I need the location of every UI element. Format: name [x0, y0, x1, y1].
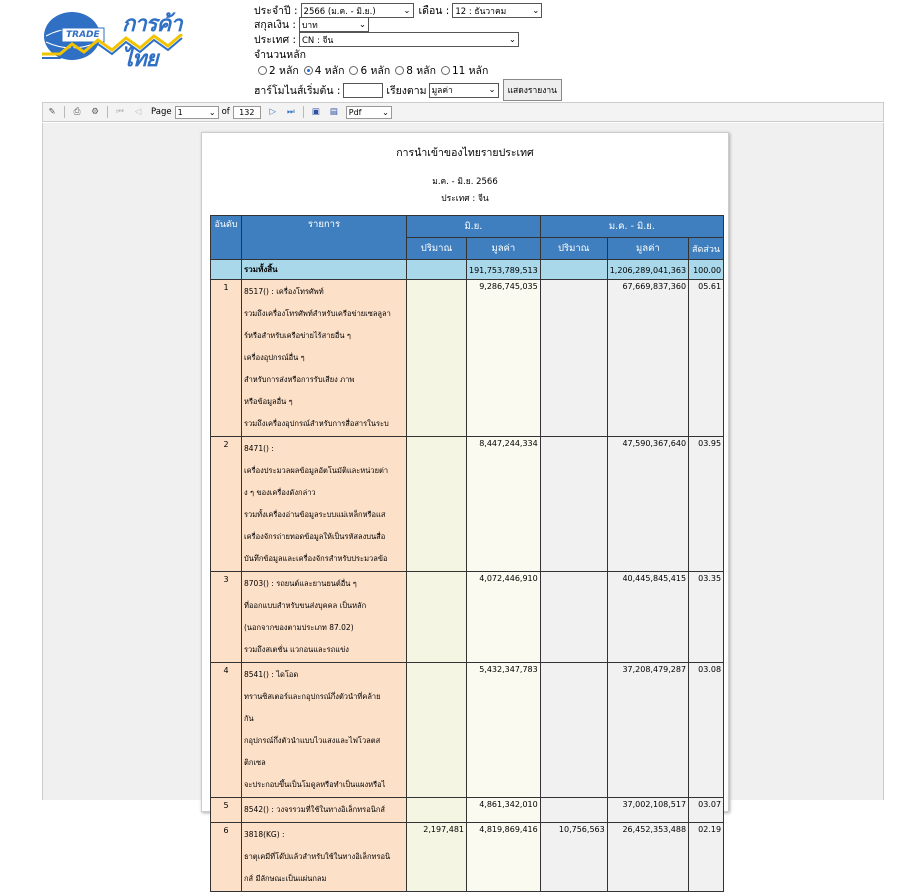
col-month-qty: ปริมาณ [407, 238, 467, 260]
export-icon[interactable]: ⚙ [91, 107, 99, 117]
radio-6-digits[interactable]: 6 หลัก [349, 62, 390, 79]
row-month-qty [407, 437, 467, 572]
import-table [210, 215, 724, 892]
item-line: 8542() : วงจรรวมที่ใช้ในทางอิเล็กทรอนิกส์ [244, 805, 385, 814]
total-ytd-value: 1,206,289,041,363 [607, 260, 688, 280]
row-share: 05.61 [689, 280, 724, 437]
radio-4-digits[interactable]: 4 หลัก [304, 62, 345, 79]
next-page-icon[interactable]: ▷ [269, 107, 277, 117]
chevron-down-icon: ⌄ [208, 107, 216, 117]
row-month-qty [407, 798, 467, 823]
row-month-value: 5,432,347,783 [467, 663, 541, 798]
item-line: 8541() : ไดโอด [244, 670, 299, 679]
chevron-down-icon: ⌄ [508, 34, 516, 45]
currency-select[interactable]: บาท ⌄ [299, 17, 369, 32]
row-share: 03.07 [689, 798, 724, 823]
report-page [201, 132, 729, 883]
month-select[interactable]: 12 : ธันวาคม ⌄ [452, 3, 542, 18]
sort-select[interactable]: มูลค่า ⌄ [429, 83, 499, 98]
row-ytd-qty [540, 663, 607, 798]
table-row [211, 572, 724, 663]
row-month-value: 4,861,342,010 [467, 798, 541, 823]
item-line: รวมถึงเครื่องโทรศัพท์สำหรับเครือข่ายเซลลูลา [244, 309, 391, 318]
row-ytd-value: 40,445,845,415 [607, 572, 688, 663]
total-pages: 132 [233, 106, 261, 119]
item-line: เครื่องประมวลผลข้อมูลอัตโนมัติและหน่วยต่า [244, 466, 389, 475]
row-month-value: 4,072,446,910 [467, 572, 541, 663]
col-month-value: มูลค่า [467, 238, 541, 260]
item-line: บันทึกข้อมูลและเครื่องจักรสำหรับประมวลข้อ [244, 554, 388, 563]
row-item [242, 437, 407, 572]
col-month: มิ.ย. [407, 216, 541, 238]
item-line: จะประกอบขึ้นเป็นโมดูลหรือทำเป็นแผงหรือไ [244, 780, 386, 789]
item-line: (นอกจากของตามประเภท 87.02) [244, 623, 354, 632]
row-item [242, 663, 407, 798]
item-line: กส์ มีลักษณะเป็นแผ่นกลม [244, 874, 327, 883]
row-ytd-qty [540, 572, 607, 663]
radio-2-digits[interactable]: 2 หลัก [258, 62, 299, 79]
row-ytd-value: 47,590,367,640 [607, 437, 688, 572]
item-line: หรือข้อมูลอื่น ๆ [244, 397, 293, 406]
item-line: ร์หรือสำหรับเครือข่ายไร้สายอื่น ๆ [244, 331, 351, 340]
row-item [242, 798, 407, 823]
row-rank: 1 [211, 280, 242, 437]
row-month-qty [407, 280, 467, 437]
row-item [242, 572, 407, 663]
prev-page-icon[interactable]: ◁ [134, 107, 142, 117]
item-line: 8471() : [244, 444, 274, 453]
item-line: รวมทั้งเครื่องอ่านข้อมูลระบบแม่เหล็กหรือแส [244, 510, 386, 519]
digits-label: จำนวนหลัก [254, 49, 307, 61]
of-label: of [221, 107, 230, 117]
total-month-value: 191,753,789,513 [467, 260, 541, 280]
country-select[interactable]: CN : จีน ⌄ [299, 32, 519, 47]
save-icon[interactable]: ▣ [311, 107, 320, 117]
print-icon[interactable]: ⎙ [73, 107, 81, 117]
row-ytd-qty: 10,756,563 [540, 823, 607, 892]
row-item [242, 823, 407, 892]
row-ytd-value: 26,452,353,488 [607, 823, 688, 892]
row-ytd-value: 67,669,837,360 [607, 280, 688, 437]
header-form [0, 0, 908, 100]
row-rank: 2 [211, 437, 242, 572]
item-line: รวมถึงเครื่องอุปกรณ์สำหรับการสื่อสารในระบ [244, 419, 389, 428]
col-ytd-value: มูลค่า [607, 238, 688, 260]
item-line: กัน [244, 714, 254, 723]
item-line: รวมถึงสเตชั่น แวกอนและรถแข่ง [244, 645, 349, 654]
sort-label: เรียงตาม [386, 84, 427, 97]
find-icon[interactable]: ✎ [48, 107, 56, 117]
item-line: 3818(KG) : [244, 830, 285, 839]
row-month-qty [407, 663, 467, 798]
row-ytd-value: 37,208,479,287 [607, 663, 688, 798]
table-row [211, 280, 724, 437]
col-ytd: ม.ค. - มิ.ย. [540, 216, 723, 238]
table-row [211, 823, 724, 892]
page-select[interactable]: 1 ⌄ [175, 106, 219, 119]
row-share: 02.19 [689, 823, 724, 892]
show-report-button[interactable]: แสดงรายงาน [503, 79, 562, 101]
year-select[interactable]: 2566 (ม.ค. - มิ.ย.) ⌄ [301, 3, 414, 18]
row-ytd-qty [540, 798, 607, 823]
item-line: ทรานซิสเตอร์และกอุปกรณ์กึ่งตัวนำที่คล้าย [244, 692, 381, 701]
table-row [211, 437, 724, 572]
first-page-icon[interactable]: ⏮ [116, 107, 124, 117]
row-share: 03.08 [689, 663, 724, 798]
currency-label: สกุลเงิน : [254, 19, 296, 31]
table-row [211, 798, 724, 823]
row-rank: 4 [211, 663, 242, 798]
item-line: ที่ออกแบบสำหรับขนส่งบุคคล เป็นหลัก [244, 601, 367, 610]
item-line: 8517() : เครื่องโทรศัพท์ [244, 287, 324, 296]
chevron-down-icon: ⌄ [358, 19, 366, 30]
row-rank: 5 [211, 798, 242, 823]
chevron-down-icon: ⌄ [403, 5, 411, 16]
report-viewer[interactable] [42, 123, 884, 883]
row-month-value: 9,286,745,035 [467, 280, 541, 437]
logo-text: การค้าไทย [122, 12, 182, 72]
row-share: 03.95 [689, 437, 724, 572]
trade-logo [42, 2, 212, 72]
report-period: ม.ค. - มิ.ย. 2566 [432, 177, 498, 187]
row-month-value: 8,447,244,334 [467, 437, 541, 572]
col-share: สัดส่วน [689, 238, 724, 260]
table-row [211, 663, 724, 798]
hs-start-input[interactable] [343, 83, 383, 98]
row-ytd-qty [540, 280, 607, 437]
page-label: Page [151, 107, 172, 117]
item-line: กอุปกรณ์กึ่งตัวนำแบบไวแสงและไฟโวลตส [244, 736, 381, 745]
item-line: ง ๆ ของเครื่องดังกล่าว [244, 488, 316, 497]
total-label: รวมทั้งสิ้น [242, 260, 407, 280]
row-rank: 6 [211, 823, 242, 892]
report-toolbar [42, 102, 884, 122]
row-share: 03.35 [689, 572, 724, 663]
row-month-value: 4,819,869,416 [467, 823, 541, 892]
row-rank: 3 [211, 572, 242, 663]
report-country: ประเทศ : จีน [441, 194, 489, 204]
chevron-down-icon: ⌄ [532, 5, 540, 16]
report-title: การนำเข้าของไทยรายประเทศ [396, 147, 534, 159]
col-rank: อันดับ [211, 216, 242, 260]
radio-8-digits[interactable]: 8 หลัก [395, 62, 436, 79]
year-label: ประจำปี : [254, 5, 298, 17]
last-page-icon[interactable]: ⏭ [286, 107, 295, 117]
month-label: เดือน : [418, 5, 450, 17]
chevron-down-icon: ⌄ [488, 85, 496, 95]
total-share: 100.00 [689, 260, 724, 280]
item-line: เครื่องอุปกรณ์อื่น ๆ [244, 353, 305, 362]
item-line: เครื่องจักรถ่ายทอดข้อมูลให้เป็นรหัสลงบนสื่อ [244, 532, 386, 541]
col-item: รายการ [242, 216, 407, 260]
item-line: ติกเซล [244, 758, 266, 767]
row-month-qty [407, 572, 467, 663]
radio-11-digits[interactable]: 11 หลัก [441, 62, 488, 79]
item-line: ธาตุเคมีที่โด๊ปแล้วสำหรับใช้ในทางอิเล็กทรอนิ [244, 852, 391, 861]
row-item [242, 280, 407, 437]
row-ytd-value: 37,002,108,517 [607, 798, 688, 823]
col-ytd-qty: ปริมาณ [540, 238, 607, 260]
item-line: 8703() : รถยนต์และยานยนต์อื่น ๆ [244, 579, 357, 588]
export-format-select[interactable]: Pdf ⌄ [346, 106, 392, 119]
chevron-down-icon: ⌄ [382, 107, 389, 117]
hs-start-label: ฮาร์โมไนส์เริ่มต้น : [254, 84, 341, 97]
save-as-icon[interactable]: ▤ [329, 107, 338, 117]
row-ytd-qty [540, 437, 607, 572]
digits-radio-group [258, 62, 493, 79]
item-line: สำหรับการส่งหรือการรับเสียง ภาพ [244, 375, 355, 384]
logo-badge: TRADE [66, 30, 100, 40]
row-month-qty: 2,197,481 [407, 823, 467, 892]
total-row [211, 260, 724, 280]
country-label: ประเทศ : [254, 34, 296, 46]
